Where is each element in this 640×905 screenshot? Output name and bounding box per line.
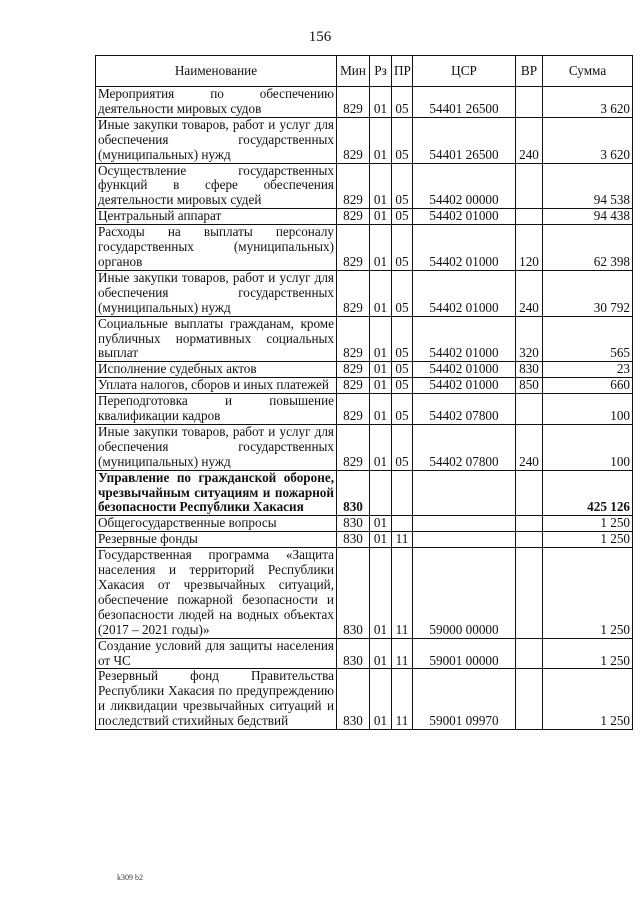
header-sum: Сумма (543, 56, 633, 87)
row-vr (516, 548, 543, 638)
row-csr: 54402 01000 (413, 209, 516, 225)
row-csr: 54401 26500 (413, 87, 516, 118)
row-rz: 01 (370, 532, 392, 548)
row-rz: 01 (370, 669, 392, 730)
row-sum: 100 (543, 424, 633, 470)
row-min: 829 (337, 163, 370, 209)
row-rz: 01 (370, 638, 392, 669)
row-min: 829 (337, 209, 370, 225)
row-rz: 01 (370, 548, 392, 638)
row-rz: 01 (370, 209, 392, 225)
row-min: 829 (337, 225, 370, 271)
row-pr: 11 (392, 548, 413, 638)
table-row (96, 225, 633, 271)
row-pr: 05 (392, 209, 413, 225)
row-rz: 01 (370, 362, 392, 378)
row-vr (516, 470, 543, 516)
table-row (96, 424, 633, 470)
row-rz: 01 (370, 163, 392, 209)
row-rz: 01 (370, 424, 392, 470)
row-csr: 54402 01000 (413, 270, 516, 316)
header-csr: ЦСР (413, 56, 516, 87)
row-sum: 1 250 (543, 669, 633, 730)
row-name: Иные закупки товаров, работ и услуг для обеспечения государственных (муниципальных) нужд (96, 117, 337, 163)
row-min: 829 (337, 362, 370, 378)
row-min: 829 (337, 270, 370, 316)
row-name: Создание условий для защиты населения от ЧС (96, 638, 337, 669)
budget-table (95, 55, 633, 730)
row-csr: 54402 07800 (413, 424, 516, 470)
row-pr: 05 (392, 362, 413, 378)
table-row (96, 394, 633, 425)
table-row (96, 117, 633, 163)
row-csr: 59001 00000 (413, 638, 516, 669)
row-name: Социальные выплаты гражданам, кроме публичных нормативных социальных выплат (96, 316, 337, 362)
row-min: 829 (337, 117, 370, 163)
row-pr: 05 (392, 316, 413, 362)
row-vr: 240 (516, 117, 543, 163)
row-name: Центральный аппарат (96, 209, 337, 225)
row-name: Иные закупки товаров, работ и услуг для обеспечения государственных (муниципальных) нужд (96, 270, 337, 316)
row-csr (413, 470, 516, 516)
row-name: Резервные фонды (96, 532, 337, 548)
row-rz: 01 (370, 225, 392, 271)
row-sum: 3 620 (543, 87, 633, 118)
row-pr: 11 (392, 669, 413, 730)
row-name: Осуществление государственных функций в сфере обеспечения деятельности мировых судей (96, 163, 337, 209)
row-min: 830 (337, 532, 370, 548)
header-name: Наименование (96, 56, 337, 87)
row-pr: 05 (392, 225, 413, 271)
row-pr: 05 (392, 394, 413, 425)
row-sum: 23 (543, 362, 633, 378)
row-sum: 1 250 (543, 548, 633, 638)
row-vr: 830 (516, 362, 543, 378)
table-row (96, 87, 633, 118)
row-rz: 01 (370, 316, 392, 362)
row-vr: 320 (516, 316, 543, 362)
row-pr: 11 (392, 638, 413, 669)
row-name: Иные закупки товаров, работ и услуг для обеспечения государственных (муниципальных) нужд (96, 424, 337, 470)
row-sum: 30 792 (543, 270, 633, 316)
row-min: 830 (337, 470, 370, 516)
row-rz: 01 (370, 378, 392, 394)
row-sum: 100 (543, 394, 633, 425)
row-vr (516, 163, 543, 209)
table-row (96, 532, 633, 548)
row-min: 829 (337, 316, 370, 362)
table-header-row (96, 56, 633, 87)
row-name: Мероприятия по обеспечению деятельности мировых судов (96, 87, 337, 118)
row-name: Общегосударственные вопросы (96, 516, 337, 532)
row-min: 830 (337, 638, 370, 669)
row-sum: 1 250 (543, 532, 633, 548)
row-vr: 120 (516, 225, 543, 271)
row-rz: 01 (370, 117, 392, 163)
row-rz: 01 (370, 270, 392, 316)
row-csr: 54401 26500 (413, 117, 516, 163)
table-row (96, 470, 633, 516)
row-name: Переподготовка и повышение квалификации кадров (96, 394, 337, 425)
row-vr: 240 (516, 270, 543, 316)
table-row (96, 638, 633, 669)
row-rz: 01 (370, 516, 392, 532)
row-csr: 54402 07800 (413, 394, 516, 425)
row-min: 829 (337, 424, 370, 470)
row-min: 830 (337, 669, 370, 730)
row-sum: 62 398 (543, 225, 633, 271)
row-rz (370, 470, 392, 516)
row-sum: 1 250 (543, 638, 633, 669)
row-csr: 59000 00000 (413, 548, 516, 638)
row-csr: 54402 01000 (413, 362, 516, 378)
row-csr: 54402 00000 (413, 163, 516, 209)
row-min: 830 (337, 516, 370, 532)
row-min: 830 (337, 548, 370, 638)
footer-code: k309 b2 (117, 873, 143, 882)
row-vr (516, 209, 543, 225)
row-csr (413, 516, 516, 532)
row-name: Резервный фонд Правительства Республики Хакасия по предупреждению и ликвидации чрезвычайных ситуаций и последствий стихийных бедствий (96, 669, 337, 730)
row-name: Уплата налогов, сборов и иных платежей (96, 378, 337, 394)
row-pr: 05 (392, 87, 413, 118)
row-vr: 240 (516, 424, 543, 470)
table-row (96, 516, 633, 532)
row-vr (516, 87, 543, 118)
header-pr: ПР (392, 56, 413, 87)
row-csr: 54402 01000 (413, 316, 516, 362)
row-rz: 01 (370, 87, 392, 118)
row-csr: 59001 09970 (413, 669, 516, 730)
row-min: 829 (337, 87, 370, 118)
table-row (96, 362, 633, 378)
row-pr: 05 (392, 270, 413, 316)
row-vr (516, 532, 543, 548)
table-row (96, 378, 633, 394)
row-name: Расходы на выплаты персоналу государственных (муниципальных) органов (96, 225, 337, 271)
row-vr (516, 394, 543, 425)
row-vr (516, 638, 543, 669)
row-name: Государственная программа «Защита населения и территорий Республики Хакасия от чрезвычайных ситуаций, обеспечение пожарной безопасности и безопасности людей на водных объектах (2017 – 2021 годы)» (96, 548, 337, 638)
row-pr: 11 (392, 532, 413, 548)
row-min: 829 (337, 394, 370, 425)
row-pr: 05 (392, 424, 413, 470)
table-row (96, 669, 633, 730)
row-pr (392, 516, 413, 532)
row-pr: 05 (392, 163, 413, 209)
row-sum: 565 (543, 316, 633, 362)
page-number: 156 (308, 29, 332, 45)
header-vr: ВР (516, 56, 543, 87)
row-name: Исполнение судебных актов (96, 362, 337, 378)
table-row (96, 163, 633, 209)
row-csr: 54402 01000 (413, 378, 516, 394)
row-rz: 01 (370, 394, 392, 425)
row-vr (516, 516, 543, 532)
header-min: Мин (337, 56, 370, 87)
row-csr (413, 532, 516, 548)
table-row (96, 548, 633, 638)
row-sum: 425 126 (543, 470, 633, 516)
row-pr: 05 (392, 378, 413, 394)
row-sum: 94 538 (543, 163, 633, 209)
row-name: Управление по гражданской обороне, чрезвычайным ситуациям и пожарной безопасности Республики Хакасия (96, 470, 337, 516)
table-row (96, 270, 633, 316)
row-pr (392, 470, 413, 516)
table-row (96, 316, 633, 362)
row-vr: 850 (516, 378, 543, 394)
row-sum: 94 438 (543, 209, 633, 225)
row-min: 829 (337, 378, 370, 394)
table-row (96, 209, 633, 225)
row-pr: 05 (392, 117, 413, 163)
row-vr (516, 669, 543, 730)
row-sum: 1 250 (543, 516, 633, 532)
header-rz: Рз (370, 56, 392, 87)
row-sum: 3 620 (543, 117, 633, 163)
row-csr: 54402 01000 (413, 225, 516, 271)
row-sum: 660 (543, 378, 633, 394)
